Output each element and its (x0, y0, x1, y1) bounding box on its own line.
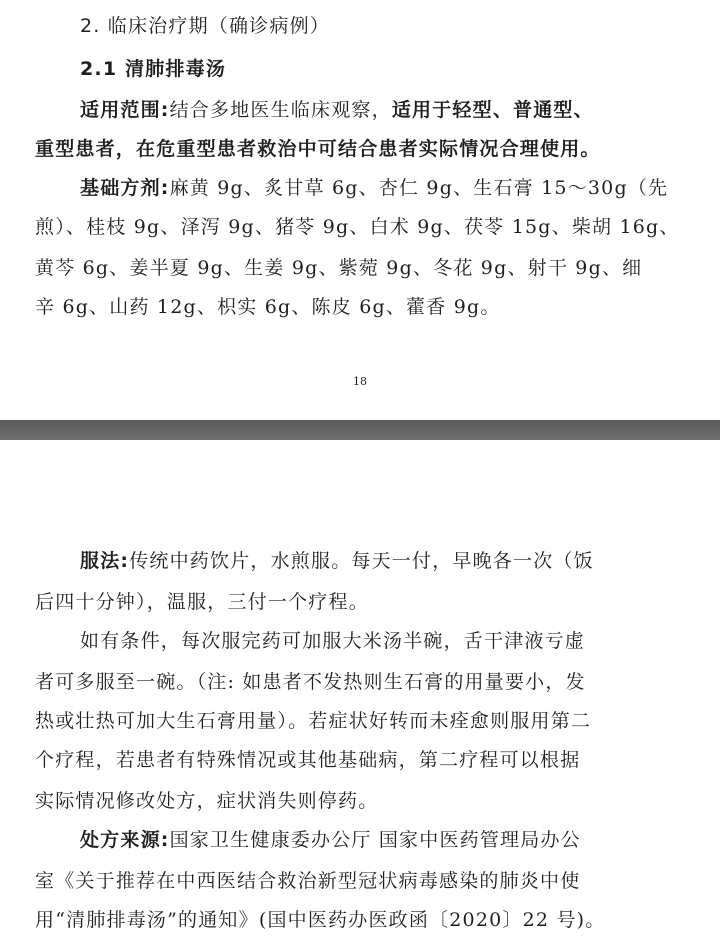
scope-text: 结合多地医生临床观察， (169, 99, 392, 121)
source-line-2: 室《关于推荐在中西医结合救治新型冠状病毒感染的肺炎中使 (35, 870, 581, 892)
subsection-heading: 2.1 清肺排毒汤 (80, 58, 227, 80)
page-number: 18 (353, 375, 367, 388)
source-line-3: 用“清肺排毒汤”的通知》(国中医药办医政函〔2020〕22 号)。 (35, 909, 606, 931)
usage-label: 服法: (80, 550, 130, 572)
formula-line-3: 黄芩 6g、姜半夏 9g、生姜 9g、紫菀 9g、冬花 9g、射干 9g、细 (35, 257, 643, 279)
page-separator (0, 420, 720, 440)
document-page-upper (0, 0, 720, 420)
document-page-lower (0, 440, 720, 943)
source-label: 处方来源: (80, 829, 170, 851)
note-line-4: 个疗程，若患者有特殊情况或其他基础病，第二疗程可以根据 (35, 749, 581, 771)
usage-line-1 (80, 549, 594, 573)
formula-line-2: 煎）、桂枝 9g、泽泻 9g、猪苓 9g、白术 9g、茯苓 15g、柴胡 16g、 (35, 216, 680, 238)
usage-line-2: 后四十分钟），温服，三付一个疗程。 (35, 591, 369, 613)
scope-bold-text: 适用于轻型、普通型、 (391, 99, 594, 121)
formula-text-1: 麻黄 9g、炙甘草 6g、杏仁 9g、生石膏 15～30g（先 (169, 177, 669, 199)
note-line-5: 实际情况修改处方，症状消失则停药。 (35, 790, 379, 812)
usage-text-1: 传统中药饮片，水煎服。每天一付，早晚各一次（饭 (129, 550, 594, 572)
note-line-2: 者可多服至一碗。（注: 如患者不发热则生石膏的用量要小，发 (35, 671, 586, 693)
source-line-1 (80, 828, 581, 852)
scope-line-2: 重型患者，在危重型患者救治中可结合患者实际情况合理使用。 (35, 138, 601, 160)
formula-line-1 (80, 176, 668, 200)
formula-line-4: 辛 6g、山药 12g、枳实 6g、陈皮 6g、藿香 9g。 (35, 296, 501, 318)
scope-label: 适用范围: (80, 99, 170, 121)
source-text-1: 国家卫生健康委办公厅 国家中医药管理局办公 (169, 829, 581, 851)
formula-label: 基础方剂: (80, 177, 170, 199)
section-heading: 2. 临床治疗期（确诊病例） (80, 15, 330, 37)
scope-line-1 (80, 98, 594, 122)
note-line-1: 如有条件，每次服完药可加服大米汤半碗，舌干津液亏虚 (80, 630, 586, 652)
note-line-3: 热或壮热可加大生石膏用量）。若症状好转而未痊愈则服用第二 (35, 710, 592, 732)
